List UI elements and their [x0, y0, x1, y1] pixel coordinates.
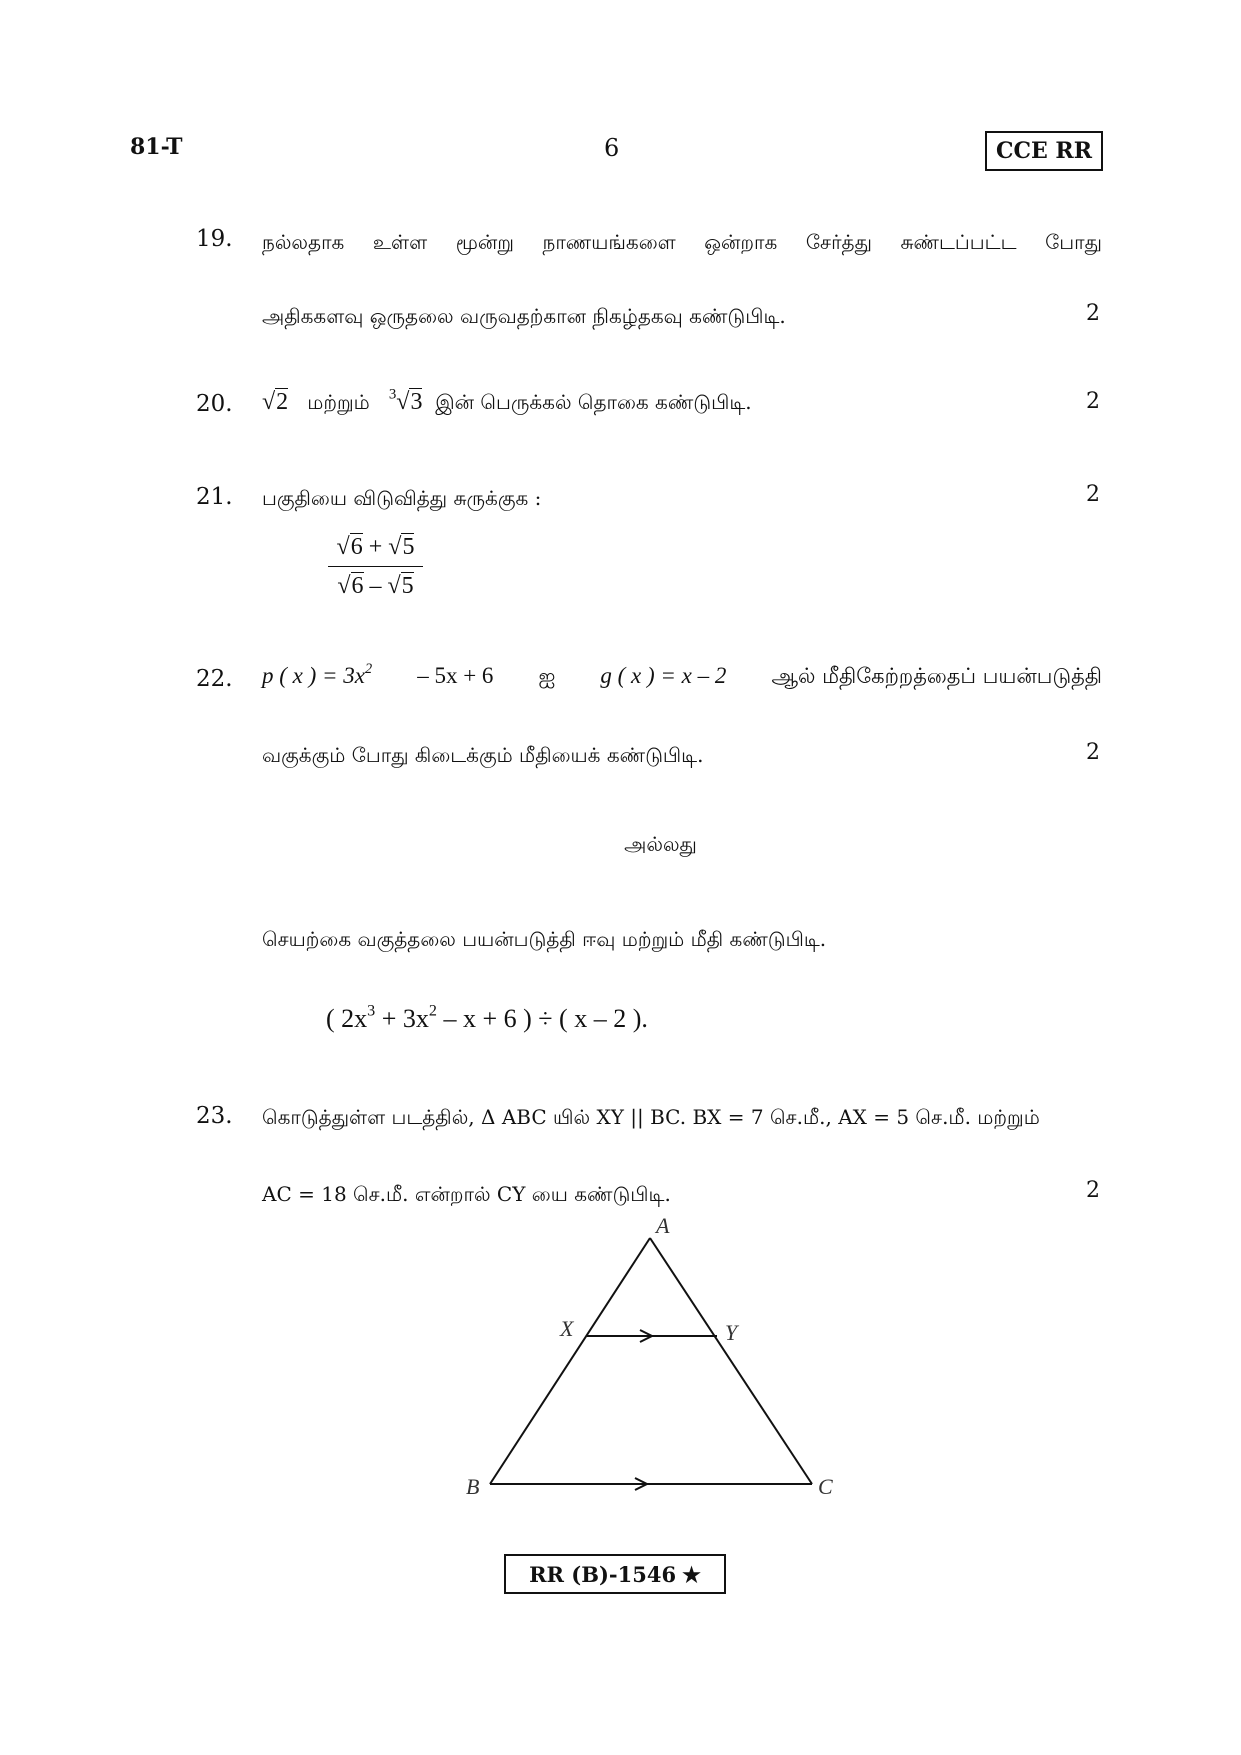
q23-number: 23.: [196, 1103, 233, 1129]
q21-marks: 2: [1086, 482, 1100, 507]
q19-word: சுண்டப்பட்ட: [900, 230, 1017, 254]
cube-index: 3: [388, 386, 397, 403]
q19-number: 19.: [196, 226, 233, 252]
label-y: Y: [725, 1320, 738, 1345]
q21-fraction: [328, 530, 423, 603]
q23-line1: கொடுத்துள்ள படத்தில், Δ ABC யில் XY || BC. BX = 7 செ.மீ., AX = 5 செ.மீ. மற்றும்: [262, 1105, 1040, 1129]
label-c: C: [818, 1474, 833, 1499]
den-operator: –: [369, 573, 382, 599]
g-expression: g ( x ) = x – 2: [600, 663, 727, 688]
q19-word: போது: [1045, 230, 1102, 254]
q19-word: சேர்த்து: [805, 230, 872, 254]
q19-line2: அதிககளவு ஒருதலை வருவதற்கான நிகழ்தகவு கண்டுபிடி.: [262, 304, 786, 328]
fraction-numerator: √6 + √5: [336, 534, 415, 560]
p-expression: [262, 662, 372, 690]
q19-word: மூன்று: [455, 230, 514, 254]
side-ab: [490, 1238, 650, 1484]
q21-text: பகுதியை விடுவித்து சுருக்குக :: [262, 486, 542, 510]
division-expression: [326, 1004, 648, 1034]
q19-word: ஒன்றாக: [704, 230, 778, 254]
q19-word: நல்லதாக: [262, 230, 345, 254]
q20-text: இன் பெருக்கல் தொகை கண்டுபிடி.: [435, 390, 752, 414]
den-radicand-a: 6: [351, 573, 364, 599]
fraction-bar: [328, 566, 423, 567]
p-exponent: 2: [365, 661, 373, 678]
cube-radicand: 3: [410, 389, 423, 415]
page-number: 6: [604, 134, 620, 162]
num-operator: +: [368, 534, 383, 560]
cce-rr-box: CCE RR: [985, 131, 1103, 171]
num-radicand-a: 6: [350, 534, 363, 560]
q20-marks: 2: [1086, 389, 1100, 414]
q22-number: 22.: [196, 666, 233, 692]
sqrt2: √2: [262, 389, 289, 415]
q19-word: உள்ள: [372, 230, 428, 254]
q22-line1-tail: ஆல் மீதிகேற்றத்தைப் பயன்படுத்தி: [771, 664, 1102, 688]
fraction-denominator: √6 – √5: [337, 573, 414, 599]
expr-part2: + 3x: [375, 1004, 429, 1033]
q21-number: 21.: [196, 484, 233, 510]
den-radicand-b: 5: [401, 573, 414, 599]
q22-line1: [262, 662, 1102, 690]
sqrt2-radicand: 2: [276, 389, 289, 415]
q20-and: மற்றும்: [307, 390, 370, 414]
expr-exp1: 3: [367, 1002, 376, 1020]
footer-code-box: [504, 1554, 726, 1594]
q19-marks: 2: [1086, 301, 1100, 326]
q22-marks: 2: [1086, 740, 1100, 765]
num-radicand-b: 5: [402, 534, 415, 560]
or-separator: அல்லது: [624, 832, 697, 856]
label-a: A: [656, 1213, 670, 1238]
star-icon: ★: [682, 1561, 701, 1587]
q19-word: நாணயங்களை: [542, 230, 676, 254]
q22-ai: ஐ: [538, 664, 556, 688]
cube-root3: $^3$√3: [388, 386, 423, 415]
q19-line1: [262, 228, 1102, 256]
q22-alt-line: செயற்கை வகுத்தலை பயன்படுத்தி ஈவு மற்றும் மீதி கண்டுபிடி.: [262, 927, 827, 951]
label-x: X: [560, 1316, 574, 1341]
q20-number: 20.: [196, 391, 233, 417]
p-expr-right: – 5x + 6: [417, 663, 494, 688]
p-expr-left: p ( x ) = 3x: [262, 663, 366, 688]
expr-exp2: 2: [428, 1002, 437, 1020]
triangle-figure: [440, 1210, 860, 1510]
footer-code: RR (B)-1546: [529, 1561, 677, 1587]
paper-code: 81-T: [130, 134, 183, 160]
q22-line2: வகுக்கும் போது கிடைக்கும் மீதியைக் கண்டுபிடி.: [262, 743, 704, 767]
label-b: B: [466, 1474, 480, 1499]
q23-marks: 2: [1086, 1178, 1100, 1203]
q23-line2: AC = 18 செ.மீ. என்றால் CY யை கண்டுபிடி.: [262, 1182, 671, 1206]
expr-part3: – x + 6 ) ÷ ( x – 2 ).: [436, 1004, 648, 1033]
side-ac: [650, 1238, 812, 1484]
expr-part1: ( 2x: [326, 1004, 368, 1033]
q20-line: [262, 388, 1102, 416]
